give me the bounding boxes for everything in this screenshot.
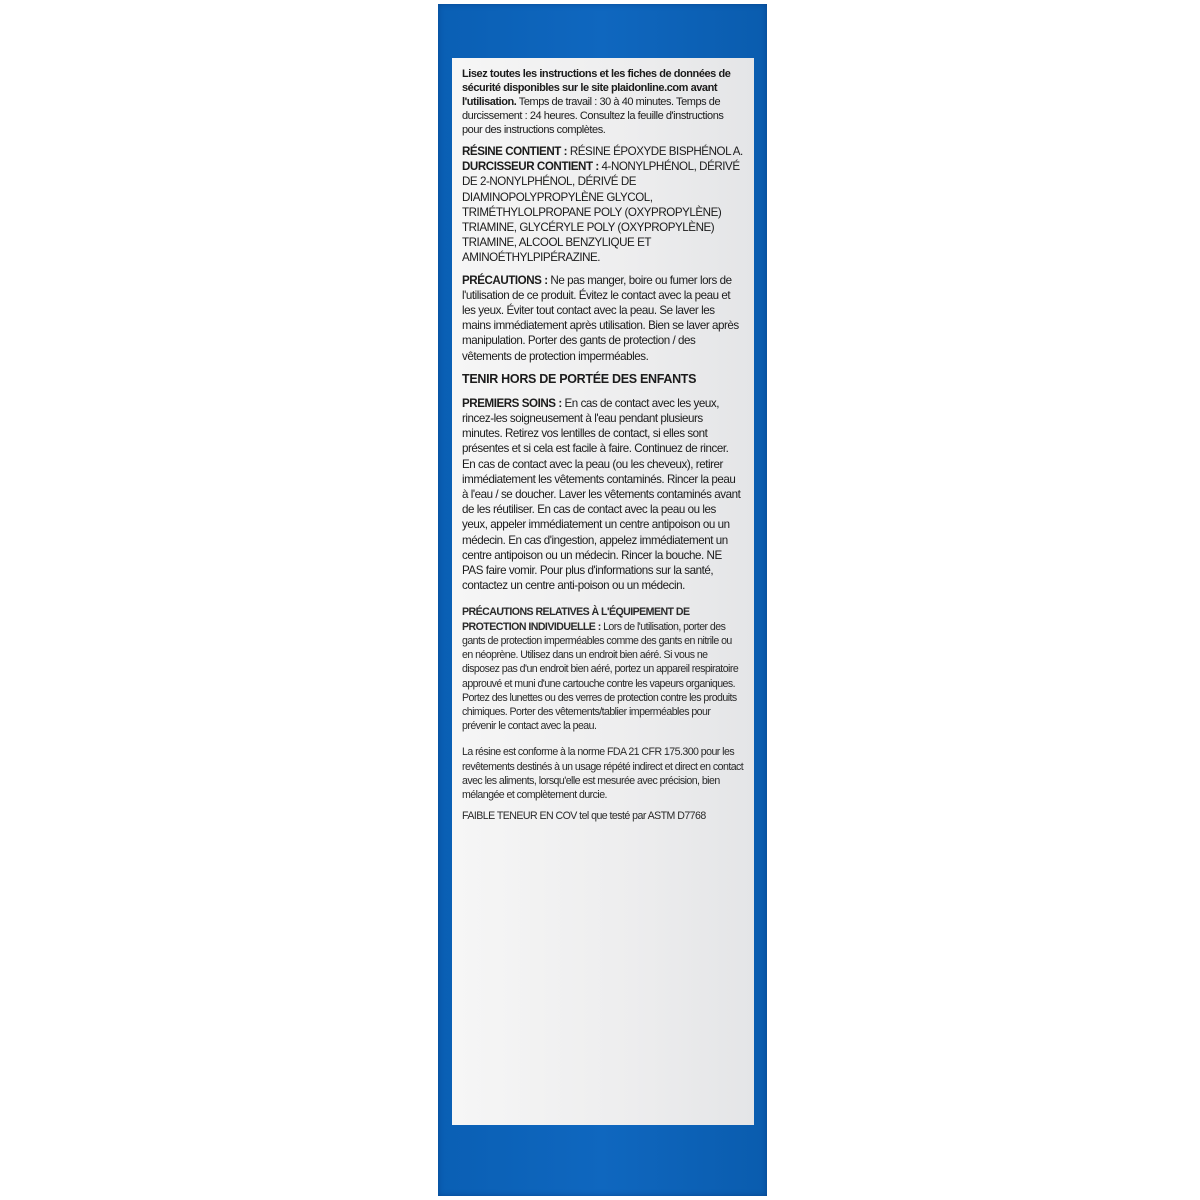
precautions-paragraph [462, 273, 744, 364]
label-panel [452, 58, 754, 1125]
ppe-paragraph [462, 605, 744, 733]
intro-paragraph [462, 67, 744, 137]
intro-body: Temps de travail : 30 à 40 minutes. Temps de durcissement : 24 heures. Consultez la feuille d'instructions pour des instructions complètes. [462, 96, 724, 136]
voc-statement: FAIBLE TENEUR EN COV tel que testé par ASTM D7768 [462, 810, 706, 823]
hardener-body: 4-NONYLPHÉNOL, DÉRIVÉ DE 2-NONYLPHÉNOL, DÉRIVÉ DE DIAMINOPOLYPROPYLÈNE GLYCOL, TRIMÉTHYLOLPROPANE POLY (OXYPROPYLÈNE) TRIAMINE, GLYCÉRYLE POLY (OXYPROPYLÈNE) TRIAMINE, ALCOOL BENZYLIQUE ET AMINOÉTHYLPIPÉRAZINE. [462, 160, 740, 265]
composition-paragraph [462, 144, 744, 266]
first-aid-body: En cas de contact avec les yeux, rincez-les soigneusement à l'eau pendant plusieurs minutes. Retirez vos lentilles de contact, si elles sont présentes et si cela est facile à faire. Continuez de rincer. En cas de contact avec la peau (ou les cheveux), retirer immédiatement les vêtements contaminés. Rincer la peau à l'eau / se doucher. Laver les vêtements contaminés avant de les réutiliser. En cas de contact avec la peau ou les yeux, appeler immédiatement un centre antipoison ou un médecin. En cas d'ingestion, appelez immédiatement un centre antipoison ou un médecin. Rincer la bouche. NE PAS faire vomir. Pour plus d'informations sur la santé, contactez un centre anti-poison ou un médecin. [462, 396, 741, 593]
ppe-heading: PRÉCAUTIONS RELATIVES À L'ÉQUIPEMENT DE PROTECTION INDIVIDUELLE : [462, 606, 690, 633]
precautions-body: Ne pas manger, boire ou fumer lors de l'utilisation de ce produit. Évitez le contact avec la peau et les yeux. Éviter tout contact avec la peau. Se laver les mains immédiatement après utilisation. Bien se laver après manipulation. Porter des gants de protection / des vêtements de protection imperméables. [462, 273, 739, 363]
ppe-body: Lors de l'utilisation, porter des gants de protection imperméables comme des gants en nitrile ou en néoprène. Utilisez dans un endroit bien aéré. Si vous ne disposez pas d'un endroit bien aéré, portez un appareil respiratoire approuvé et muni d'une cartouche contre les vapeurs organiques. Portez des lunettes ou des verres de protection contre les produits chimiques. Porter des vêtements/tablier imperméables pour prévenir le contact avec la peau. [462, 620, 739, 733]
first-aid-paragraph [462, 396, 744, 594]
resin-body: RÉSINE ÉPOXYDE BISPHÉNOL A. [567, 145, 743, 158]
fda-compliance-paragraph: La résine est conforme à la norme FDA 21 CFR 175.300 pour les revêtements destinés à un usage répété indirect et direct en contact avec les aliments, lorsqu'elle est mesurée avec précision, bien mélangée et complètement durcie. [462, 746, 744, 801]
first-aid-heading: PREMIERS SOINS : [462, 396, 562, 410]
keep-away-warning: TENIR HORS DE PORTÉE DES ENFANTS [462, 371, 697, 386]
resin-heading: RÉSINE CONTIENT : [462, 145, 568, 158]
precautions-heading: PRÉCAUTIONS : [462, 273, 548, 287]
hardener-heading: DURCISSEUR CONTIENT : [462, 160, 599, 174]
intro-lead: Lisez toutes les instructions et les fiches de données de sécurité disponibles sur le site plaidonline.com avant l'utilisation. [462, 68, 731, 108]
